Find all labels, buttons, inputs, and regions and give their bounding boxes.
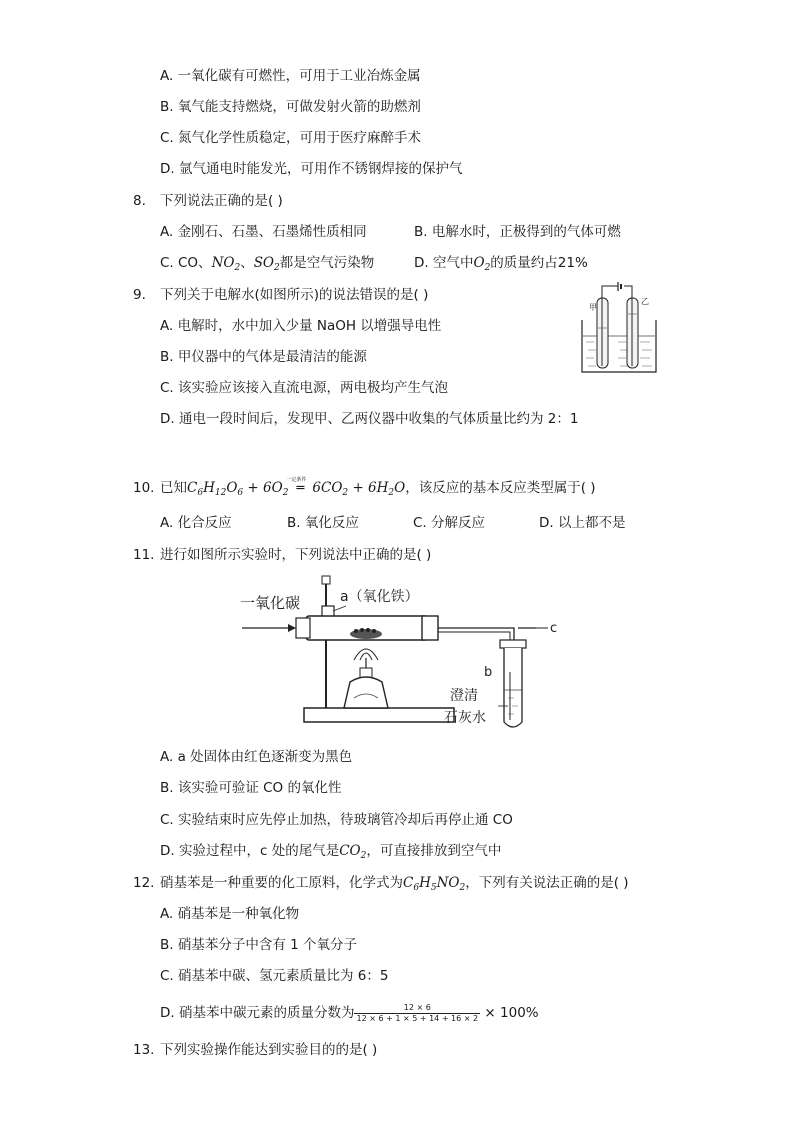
q11-option-a: A. a 处固体由红色逐渐变为黑色 xyxy=(160,749,353,765)
electrolysis-diagram xyxy=(578,280,660,376)
q11-stem: 进行如图所示实验时，下列说法中正确的是( ) xyxy=(160,547,432,563)
beaker xyxy=(582,320,656,372)
test-tube-stopper xyxy=(500,640,526,648)
q9-stem: 下列关于电解水(如图所示)的说法错误的是( ) xyxy=(160,287,429,303)
q12-option-d xyxy=(160,1001,539,1025)
gas-inlet-arrow xyxy=(288,624,296,632)
q12-stem-prefix: 硝基苯是一种重要的化工原料，化学式为 xyxy=(160,875,403,891)
q10-reaction-arrow: 一定条件 ═ xyxy=(288,479,312,499)
q11-option-d xyxy=(160,841,501,866)
label-limewater-1: 澄清 xyxy=(450,688,478,704)
label-c: c xyxy=(550,621,558,636)
q10-formula-right: $6CO_2 + 6H_2O$ xyxy=(312,480,406,498)
co-reduction-diagram xyxy=(236,572,566,734)
q8-d-prefix: D. 空气中 xyxy=(414,255,474,271)
q12-option-c: C. 硝基苯中碳、氢元素质量比为 6：5 xyxy=(160,968,389,984)
q10-option-b: B. 氧化反应 xyxy=(287,515,359,531)
q10-formula-left: $C_6H_{12}O_6 + 6O_2$ xyxy=(187,480,289,498)
alcohol-lamp xyxy=(344,677,388,708)
q12-number: 12. xyxy=(133,875,155,891)
q8-option-a: A. 金刚石、石墨、石墨烯性质相同 xyxy=(160,224,367,240)
q10-arrow-label: 一定条件 xyxy=(286,477,307,483)
label-a-iron-oxide: a（氧化铁） xyxy=(340,589,419,605)
q12-stem xyxy=(160,873,629,898)
q7-option-c: C. 氮气化学性质稳定，可用于医疗麻醉手术 xyxy=(160,130,422,146)
mass-fraction xyxy=(354,1003,480,1024)
q10-option-d: D. 以上都不是 xyxy=(539,515,626,531)
stand-base xyxy=(304,708,454,722)
label-yi: 乙 xyxy=(641,297,649,306)
q8-c-so2: $SO_2$ xyxy=(253,255,280,273)
q8-option-d xyxy=(414,253,588,278)
q7-option-d: D. 氩气通电时能发光，可用作不锈钢焊接的保护气 xyxy=(160,161,463,177)
q11-d-prefix: D. 实验过程中，c 处的尾气是 xyxy=(160,843,340,859)
q8-d-o2: $O_2$ xyxy=(473,255,491,273)
q8-c-sep: 、 xyxy=(240,255,254,271)
q12-option-a: A. 硝基苯是一种氧化物 xyxy=(160,906,300,922)
test-tube xyxy=(504,648,522,727)
q13-stem: 下列实验操作能达到实验目的的是( ) xyxy=(160,1042,378,1058)
q13-number: 13. xyxy=(133,1042,155,1058)
q12-d-prefix: D. 硝基苯中碳元素的质量分数为 xyxy=(160,1005,355,1021)
q10-stem xyxy=(160,478,596,503)
q9-option-b: B. 甲仪器中的气体是最清洁的能源 xyxy=(160,349,367,365)
q7-option-b: B. 氧气能支持燃烧，可做发射火箭的助燃剂 xyxy=(160,99,421,115)
q8-number: 8. xyxy=(133,193,146,209)
fraction-denominator: 12 × 6 + 1 × 5 + 14 + 16 × 2 xyxy=(356,1013,479,1023)
right-stopper xyxy=(422,616,438,640)
q10-stem-prefix: 已知 xyxy=(160,480,187,496)
q10-number: 10. xyxy=(133,480,155,496)
q9-option-c: C. 该实验应该接入直流电源，两电极均产生气泡 xyxy=(160,380,449,396)
q8-c-no2: $NO_2$ xyxy=(211,255,241,273)
fraction-numerator: 12 × 6 xyxy=(354,1003,480,1014)
label-co: 一氧化碳 xyxy=(240,594,301,612)
q11-d-suffix: ，可直接排放到空气中 xyxy=(366,843,502,859)
q11-option-c: C. 实验结束时应先停止加热，待玻璃管冷却后再停止通 CO xyxy=(160,812,513,828)
q8-d-suffix: 的质量约占21% xyxy=(490,255,588,271)
o2-text: O xyxy=(473,255,485,271)
label-limewater-2: 石灰水 xyxy=(444,710,486,726)
q8-c-prefix: C. CO、 xyxy=(160,255,212,271)
q11-d-co2: $CO_2$ xyxy=(339,843,367,861)
q8-stem: 下列说法正确的是( ) xyxy=(160,193,283,209)
so2-text: SO xyxy=(253,255,275,271)
q9-option-a: A. 电解时，水中加入少量 NaOH 以增强导电性 xyxy=(160,318,442,334)
label-jia: 甲 xyxy=(589,303,597,312)
q8-option-c xyxy=(160,253,374,278)
q7-option-a: A. 一氧化碳有可燃性，可用于工业冶炼金属 xyxy=(160,68,421,84)
q11-number: 11. xyxy=(133,547,155,563)
q10-stem-suffix: ，该反应的基本反应类型属于( ) xyxy=(405,480,596,496)
q9-number: 9. xyxy=(133,287,146,303)
no2-text: NO xyxy=(211,255,235,271)
label-b: b xyxy=(484,665,493,680)
q12-stem-suffix: ，下列有关说法正确的是( ) xyxy=(465,875,629,891)
q12-formula: $C_6H_5NO_2$ xyxy=(403,875,466,893)
q8-c-suffix: 都是空气污染物 xyxy=(279,255,375,271)
q9-option-d: D. 通电一段时间后，发现甲、乙两仪器中收集的气体质量比约为 2：1 xyxy=(160,411,579,427)
q10-option-a: A. 化合反应 xyxy=(160,515,232,531)
q12-option-b: B. 硝基苯分子中含有 1 个氧分子 xyxy=(160,937,358,953)
left-stopper xyxy=(296,618,310,638)
q10-option-c: C. 分解反应 xyxy=(413,515,486,531)
q12-d-suffix: × 100% xyxy=(480,1005,539,1021)
q8-option-b: B. 电解水时，正极得到的气体可燃 xyxy=(414,224,621,240)
q11-option-b: B. 该实验可验证 CO 的氧化性 xyxy=(160,780,342,796)
co2-text: CO xyxy=(339,843,361,859)
